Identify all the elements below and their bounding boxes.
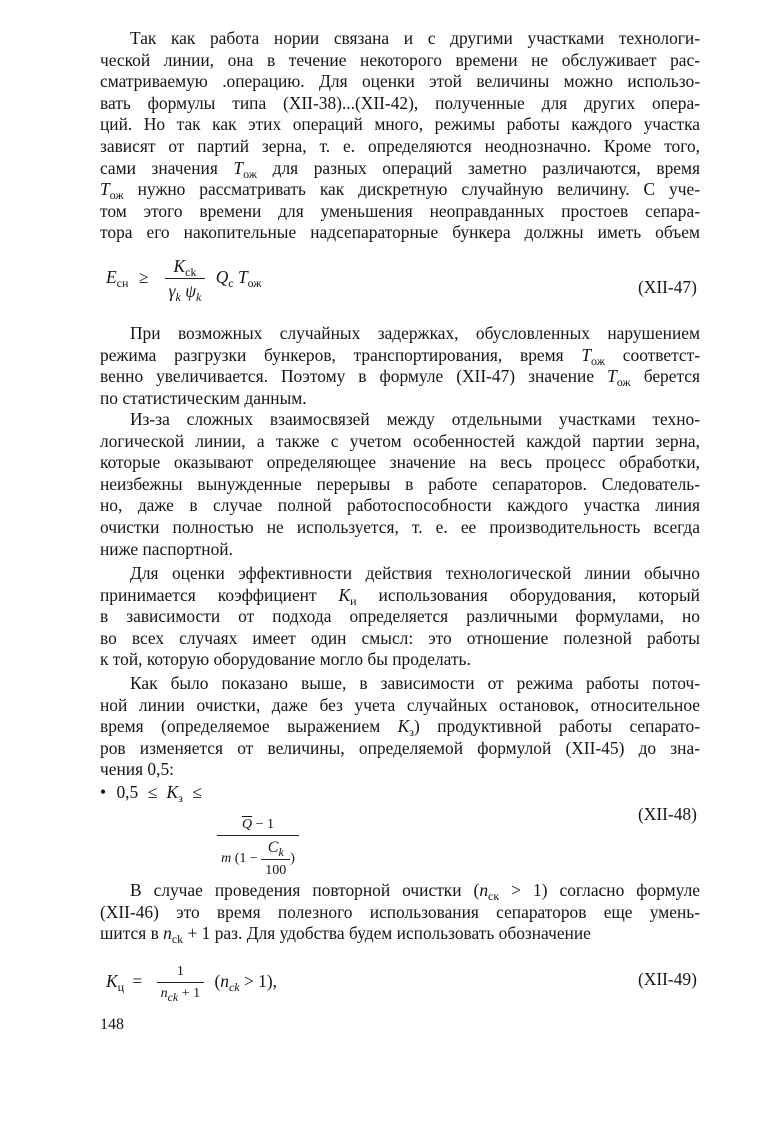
- subscript: з: [178, 791, 183, 805]
- text-line: [100, 648, 700, 670]
- symbol: n: [220, 971, 229, 991]
- subscript: ck: [167, 990, 179, 1004]
- subscript: ц: [117, 980, 125, 994]
- text: венно увеличивается. Поэтому в формуле (XII-47) значение: [100, 366, 608, 387]
- text: > 1) согласно формуле: [499, 880, 700, 900]
- text: Как было показано выше, в зависимости от режима работы поточ-: [130, 673, 700, 693]
- numerator-rest: − 1: [252, 817, 275, 832]
- symbol: K: [106, 971, 118, 991]
- text: нужно рассматривать как дискретную случайную величину. С уче-: [123, 179, 700, 200]
- text-line: [100, 694, 700, 716]
- text: тора его накопительные надсепараторные бункера должны иметь объем: [100, 222, 700, 243]
- text-line: [100, 200, 700, 222]
- subscript: ck: [171, 932, 184, 947]
- text-line: [100, 344, 700, 366]
- text: берется: [630, 366, 700, 387]
- paren: (1 −: [231, 851, 262, 866]
- text: чения 0,5:: [100, 759, 174, 780]
- subscript: k: [278, 845, 284, 859]
- q-bar: $\overline{Q}$: [242, 817, 253, 832]
- text: ров изменяется от величины, определяемой формулой (XII-45) до зна-: [100, 737, 700, 758]
- text-line: [100, 473, 700, 495]
- text-line: [130, 322, 700, 344]
- subscript: ck: [185, 265, 197, 279]
- subscript: с: [228, 276, 234, 291]
- text-line: [100, 758, 700, 780]
- condition: > 1),: [239, 971, 277, 991]
- symbol: K: [166, 782, 179, 802]
- symbol: T: [100, 179, 110, 200]
- fraction: [165, 256, 206, 305]
- math-symbol: [479, 880, 500, 903]
- symbol: K: [338, 584, 351, 605]
- text-line: [100, 387, 700, 409]
- subscript: k: [175, 290, 181, 305]
- symbol: n: [160, 986, 168, 1001]
- subscript: сн: [116, 276, 129, 291]
- text: для разных операций заметно различаются, время: [257, 157, 700, 178]
- text: в зависимости от подхода определяется различными формулами, но: [100, 606, 700, 627]
- text: ций. Но так как этих операций много, режимы работы каждого участка: [100, 114, 700, 135]
- text: очистки полностью не используется, т. е. ее производительность всегда: [100, 517, 700, 537]
- formula-xii-49: [106, 964, 277, 1004]
- text: логической линии, а также с учетом особенностей каждой партии зерна,: [100, 430, 700, 451]
- subscript: ck: [228, 980, 240, 994]
- text-line: [100, 516, 700, 538]
- text-line: [100, 901, 700, 923]
- text: принимается коэффициент: [100, 584, 339, 605]
- relation: ≥: [138, 267, 149, 288]
- text-line: [100, 627, 700, 649]
- gamma: γ: [168, 281, 176, 302]
- text: режима разгрузки бункеров, транспортирования, время: [100, 344, 582, 365]
- text: В случае проведения повторной очистки (: [130, 880, 480, 900]
- relation: ≤: [192, 782, 202, 802]
- text-line: [100, 922, 700, 947]
- subscript: ож: [247, 276, 262, 291]
- symbol: T: [607, 366, 617, 387]
- text-line: [130, 672, 700, 694]
- text-line: [100, 178, 700, 203]
- numerator: K: [173, 256, 186, 276]
- text-line: [100, 494, 700, 516]
- text: ) продуктивной работы сепарато-: [414, 716, 700, 737]
- text: использования оборудования, который: [356, 584, 700, 605]
- subscript: з: [409, 725, 415, 740]
- equation-number: (XII-47): [638, 277, 697, 297]
- text-line: [100, 135, 700, 157]
- text: Из-за сложных взаимосвязей между отдельными участками техно-: [130, 409, 700, 429]
- math-symbol: [233, 157, 258, 181]
- text-line: [100, 49, 700, 71]
- inner-fraction: [261, 840, 290, 878]
- text-line: [100, 365, 700, 390]
- math-symbol: [100, 179, 124, 203]
- number: 0,5: [116, 782, 139, 802]
- text: по статистическим данным.: [100, 387, 307, 408]
- subscript: k: [196, 290, 202, 305]
- symbol: T: [237, 267, 248, 288]
- symbol: E: [106, 267, 117, 288]
- text: соответст-: [605, 344, 701, 365]
- page-number: 148: [100, 1016, 124, 1033]
- text-line: [130, 562, 700, 584]
- formula-xii-48: [100, 784, 305, 878]
- numerator: 1: [176, 964, 184, 979]
- text: ной линии очистки, даже без учета случайных остановок, относительное: [100, 694, 700, 715]
- equation-number: (XII-48): [638, 804, 697, 824]
- text: вать формулы типа (XII-38)...(XII-42), полученные для других опера-: [100, 92, 700, 113]
- text: сматриваемую .операцию. Для оценки этой величины можно использо-: [100, 71, 700, 92]
- math-symbol: [607, 366, 631, 390]
- text: зависят от партий зерна, т. е. определяются неоднозначно. Кроме того,: [100, 136, 700, 156]
- symbol: C: [267, 839, 279, 856]
- text-line: [100, 157, 700, 179]
- denominator: 100: [261, 859, 290, 878]
- text: (XII-46) это время полезного использования сепараторов еще умень-: [100, 901, 700, 922]
- equals: =: [132, 971, 143, 991]
- symbol: T: [581, 344, 592, 365]
- subscript: ож: [616, 375, 631, 390]
- text: ниже паспортной.: [100, 538, 233, 559]
- text: том этого времени для уменьшения неоправданных простоев сепара-: [100, 200, 700, 221]
- text: которые оказывают определяющее значение на весь процесс обработки,: [100, 452, 700, 473]
- fraction: [157, 964, 205, 1004]
- text-line: [100, 584, 700, 606]
- symbol: n: [163, 923, 172, 944]
- math-symbol: [338, 584, 357, 608]
- symbol: n: [479, 880, 489, 900]
- symbol: m: [221, 851, 232, 866]
- text-line: [130, 879, 700, 901]
- text: Так как работа нории связана и с другими участками технологи-: [130, 28, 700, 48]
- formula-xii-47: [106, 256, 262, 305]
- text: к той, которую оборудование могло бы проделать.: [100, 649, 471, 670]
- paren: (: [214, 971, 221, 991]
- symbol: Q: [215, 267, 229, 288]
- text: При возможных случайных задержках, обусловленных нарушением: [130, 323, 700, 343]
- symbol: K: [397, 716, 410, 737]
- text: сами значения: [100, 157, 234, 178]
- text: + 1 раз. Для удобства будем использовать обозначение: [183, 923, 591, 944]
- text: во всех случаях имеет один смысл: это отношение полезной работы: [100, 627, 700, 648]
- math-symbol: [397, 716, 415, 740]
- text: Для оценки эффективности действия технологической линии обычно: [130, 563, 700, 583]
- symbol: T: [233, 157, 244, 178]
- text-line: [130, 408, 700, 430]
- subscript: и: [350, 593, 357, 608]
- text-line: [130, 27, 700, 49]
- psi: ψ: [185, 281, 196, 302]
- subscript: ск: [488, 889, 500, 903]
- math-symbol: [581, 344, 606, 368]
- fraction: [217, 818, 299, 878]
- text: ческой линии, она в течение некоторого времени не обслуживает рас-: [100, 49, 700, 70]
- text-line: [100, 605, 700, 627]
- paren: ): [290, 851, 295, 866]
- text: но, даже в случае полной работоспособности каждого участка линия: [100, 495, 700, 516]
- text-line: [100, 538, 700, 560]
- text-line: [100, 715, 700, 740]
- text: шится в: [100, 923, 164, 944]
- math-symbol: [163, 923, 184, 947]
- text-line: [100, 430, 700, 452]
- text-line: [100, 70, 700, 92]
- text-line: [100, 221, 700, 243]
- text-line: [100, 92, 700, 114]
- text-line: [100, 451, 700, 473]
- text-line: [100, 737, 700, 759]
- bullet-mark: •: [100, 782, 107, 802]
- subscript: ож: [243, 166, 258, 181]
- subscript: ож: [591, 353, 606, 368]
- denominator-rest: + 1: [178, 986, 201, 1001]
- text: неизбежны вынужденные перерывы в работе сепараторов. Следователь-: [100, 473, 700, 494]
- subscript: ож: [109, 188, 124, 203]
- text: время (определяемое выражением: [100, 716, 398, 737]
- text-line: [100, 113, 700, 135]
- equation-number: (XII-49): [638, 969, 697, 989]
- relation: ≤: [147, 782, 158, 802]
